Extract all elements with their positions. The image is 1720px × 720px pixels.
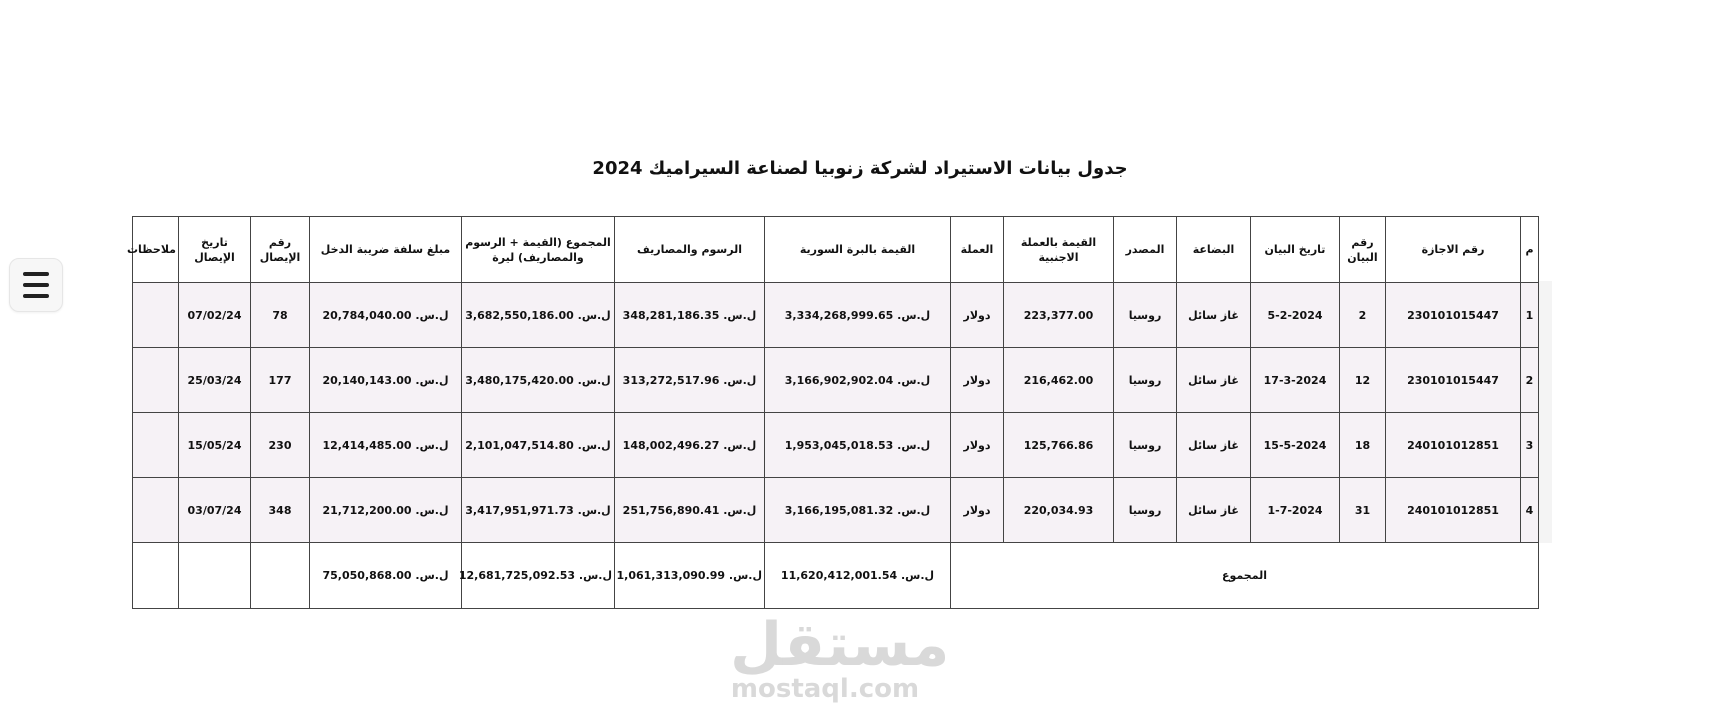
cell-currency: دولار — [951, 413, 1004, 478]
watermark-latin: mostaql.com — [730, 674, 920, 704]
cell-currency: دولار — [951, 478, 1004, 543]
header-syp-value: القيمة بالبرة السورية — [765, 217, 951, 283]
cell-fees: ل.س. 313,272,517.96 — [615, 348, 765, 413]
cell-declaration-number: 18 — [1340, 413, 1386, 478]
header-income-tax-advance: مبلغ سلفة ضريبة الدخل — [310, 217, 462, 283]
header-receipt-date: تاريخ الإيصال — [179, 217, 251, 283]
cell-declaration-number: 31 — [1340, 478, 1386, 543]
hamburger-menu-icon-bar-2 — [23, 283, 49, 287]
cell-sum: ل.س. 2,101,047,514.80 — [462, 413, 615, 478]
page-title: جدول بيانات الاستيراد لشركة زنوبيا لصناعة السيراميك 2024 — [592, 158, 1128, 179]
cell-foreign-value: 216,462.00 — [1004, 348, 1114, 413]
header-sum: المجموع (القيمة + الرسوم والمصاريف) ليرة — [462, 217, 615, 283]
cell-receipt-number: 348 — [251, 478, 310, 543]
total-fees: ل.س. 1,061,313,090.99 — [615, 543, 765, 609]
header-receipt-number: رقم الإيصال — [251, 217, 310, 283]
table-row — [133, 478, 1539, 543]
cell-declaration-date: 17-3-2024 — [1251, 348, 1340, 413]
hamburger-menu-icon — [23, 272, 49, 276]
cell-goods: غاز سائل — [1177, 348, 1251, 413]
cell-income-tax-advance: ل.س. 20,784,040.00 — [310, 283, 462, 348]
cell-notes — [133, 348, 179, 413]
total-receipt-date — [179, 543, 251, 609]
header-license-number: رقم الاجازة — [1386, 217, 1521, 283]
header-index: م — [1521, 217, 1539, 283]
cell-receipt-number: 177 — [251, 348, 310, 413]
cell-foreign-value: 220,034.93 — [1004, 478, 1114, 543]
cell-sum: ل.س. 3,480,175,420.00 — [462, 348, 615, 413]
cell-origin: روسيا — [1114, 413, 1177, 478]
header-currency: العملة — [951, 217, 1004, 283]
hamburger-menu-icon-bar-3 — [23, 294, 49, 298]
cell-currency: دولار — [951, 348, 1004, 413]
cell-notes — [133, 478, 179, 543]
cell-sum: ل.س. 3,417,951,971.73 — [462, 478, 615, 543]
cell-origin: روسيا — [1114, 478, 1177, 543]
cell-foreign-value: 125,766.86 — [1004, 413, 1114, 478]
header-notes: ملاحظات — [133, 217, 179, 283]
cell-currency: دولار — [951, 283, 1004, 348]
cell-goods: غاز سائل — [1177, 478, 1251, 543]
cell-receipt-date: 15/05/24 — [179, 413, 251, 478]
cell-license-number: 240101012851 — [1386, 413, 1521, 478]
cell-index: 4 — [1521, 478, 1539, 543]
cell-receipt-date: 03/07/24 — [179, 478, 251, 543]
table-header-row — [133, 217, 1539, 283]
cell-notes — [133, 283, 179, 348]
cell-fees: ل.س. 251,756,890.41 — [615, 478, 765, 543]
cell-receipt-number: 230 — [251, 413, 310, 478]
cell-notes — [133, 413, 179, 478]
table-row — [133, 413, 1539, 478]
cell-index: 3 — [1521, 413, 1539, 478]
header-goods: البضاعة — [1177, 217, 1251, 283]
watermark — [730, 610, 950, 704]
import-table-container — [127, 216, 1538, 609]
cell-origin: روسيا — [1114, 348, 1177, 413]
total-label: المجموع — [951, 543, 1539, 609]
watermark-arabic: مستقل — [730, 610, 950, 680]
cell-license-number: 230101015447 — [1386, 283, 1521, 348]
cell-declaration-date: 15-5-2024 — [1251, 413, 1340, 478]
table-total-row — [133, 543, 1539, 609]
header-declaration-date: تاريخ البيان — [1251, 217, 1340, 283]
cell-index: 1 — [1521, 283, 1539, 348]
total-notes — [133, 543, 179, 609]
total-sum: ل.س. 12,681,725,092.53 — [462, 543, 615, 609]
cell-declaration-number: 2 — [1340, 283, 1386, 348]
cell-fees: ل.س. 348,281,186.35 — [615, 283, 765, 348]
header-declaration-number: رقم البيان — [1340, 217, 1386, 283]
cell-income-tax-advance: ل.س. 20,140,143.00 — [310, 348, 462, 413]
header-fees: الرسوم والمصاريف — [615, 217, 765, 283]
table-row — [133, 283, 1539, 348]
cell-syp-value: ل.س. 3,166,195,081.32 — [765, 478, 951, 543]
menu-button[interactable] — [9, 258, 63, 312]
cell-foreign-value: 223,377.00 — [1004, 283, 1114, 348]
cell-syp-value: ل.س. 3,334,268,999.65 — [765, 283, 951, 348]
cell-license-number: 230101015447 — [1386, 348, 1521, 413]
cell-origin: روسيا — [1114, 283, 1177, 348]
cell-declaration-date: 1-7-2024 — [1251, 478, 1340, 543]
header-foreign-value: القيمة بالعملة الاجنبية — [1004, 217, 1114, 283]
cell-income-tax-advance: ل.س. 12,414,485.00 — [310, 413, 462, 478]
table-row — [133, 348, 1539, 413]
cell-index: 2 — [1521, 348, 1539, 413]
total-receipt-number — [251, 543, 310, 609]
header-origin: المصدر — [1114, 217, 1177, 283]
cell-declaration-date: 5-2-2024 — [1251, 283, 1340, 348]
total-income-tax-advance: ل.س. 75,050,868.00 — [310, 543, 462, 609]
import-data-table — [127, 216, 1539, 609]
cell-license-number: 240101012851 — [1386, 478, 1521, 543]
cell-receipt-date: 07/02/24 — [179, 283, 251, 348]
total-syp-value: ل.س. 11,620,412,001.54 — [765, 543, 951, 609]
cell-receipt-number: 78 — [251, 283, 310, 348]
cell-goods: غاز سائل — [1177, 283, 1251, 348]
cell-syp-value: ل.س. 1,953,045,018.53 — [765, 413, 951, 478]
table-side-shadow — [1538, 281, 1552, 543]
cell-income-tax-advance: ل.س. 21,712,200.00 — [310, 478, 462, 543]
cell-goods: غاز سائل — [1177, 413, 1251, 478]
cell-syp-value: ل.س. 3,166,902,902.04 — [765, 348, 951, 413]
cell-fees: ل.س. 148,002,496.27 — [615, 413, 765, 478]
cell-declaration-number: 12 — [1340, 348, 1386, 413]
cell-receipt-date: 25/03/24 — [179, 348, 251, 413]
cell-sum: ل.س. 3,682,550,186.00 — [462, 283, 615, 348]
